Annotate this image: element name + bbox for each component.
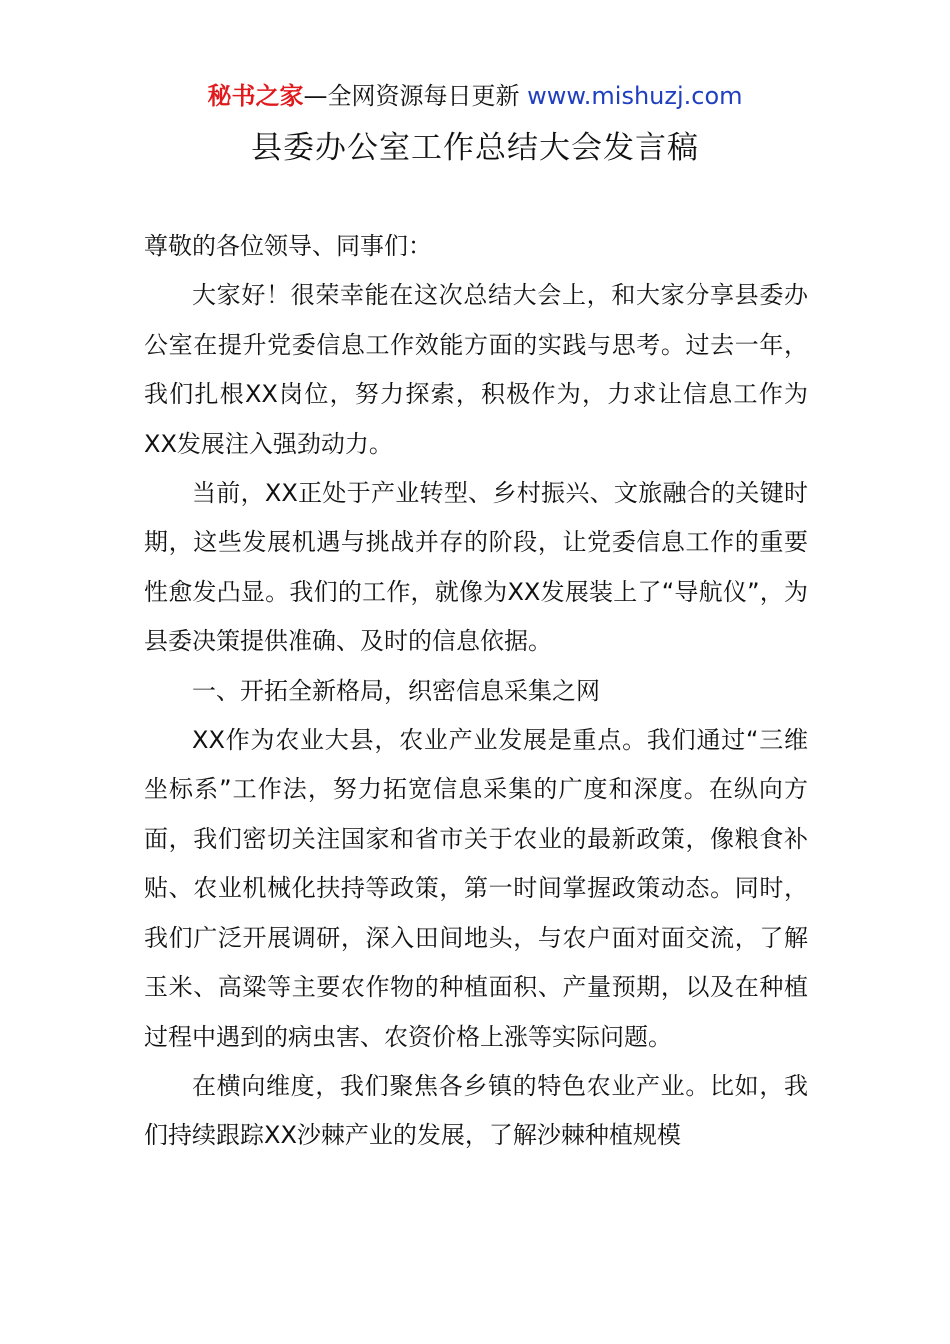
salutation: 尊敬的各位领导、同事们： bbox=[144, 232, 432, 260]
paragraph: 当前，XX正处于产业转型、乡村振兴、文旅融合的关键时期，这些发展机遇与挑战并存的阶段，让党委信息工作的重要性愈发凸显。我们的工作，就像为XX发展装上了“导航仪”，为县委决策提供准确、及时的信息依据。 bbox=[144, 479, 808, 656]
site-url-link[interactable]: www.mishuzj.com bbox=[527, 82, 743, 110]
paragraph: XX作为农业大县，农业产业发展是重点。我们通过“三维坐标系”工作法，努力拓宽信息采集的广度和深度。在纵向方面，我们密切关注国家和省市关于农业的最新政策，像粮食补贴、农业机械化扶持等政策，第一时间掌握政策动态。同时，我们广泛开展调研，深入田间地头，与农户面对面交流，了解玉米、高粱等主要农作物的种植面积、产量预期，以及在种植过程中遇到的病虫害、农资价格上涨等实际问题。 bbox=[144, 726, 808, 1051]
site-header bbox=[0, 78, 950, 114]
header-tagline: —全网资源每日更新 bbox=[303, 82, 528, 110]
document-body bbox=[144, 222, 808, 1161]
document-title: 县委办公室工作总结大会发言稿 bbox=[251, 130, 699, 166]
paragraph: 在横向维度，我们聚焦各乡镇的特色农业产业。比如，我们持续跟踪XX沙棘产业的发展，了解沙棘种植规模 bbox=[144, 1071, 808, 1150]
paragraph: 大家好！很荣幸能在这次总结大会上，和大家分享县委办公室在提升党委信息工作效能方面的实践与思考。过去一年，我们扎根XX岗位，努力探索，积极作为，力求让信息工作为XX发展注入强劲动力。 bbox=[144, 281, 808, 458]
section-heading: 一、开拓全新格局，织密信息采集之网 bbox=[192, 676, 600, 705]
brand-name: 秘书之家 bbox=[207, 82, 304, 110]
